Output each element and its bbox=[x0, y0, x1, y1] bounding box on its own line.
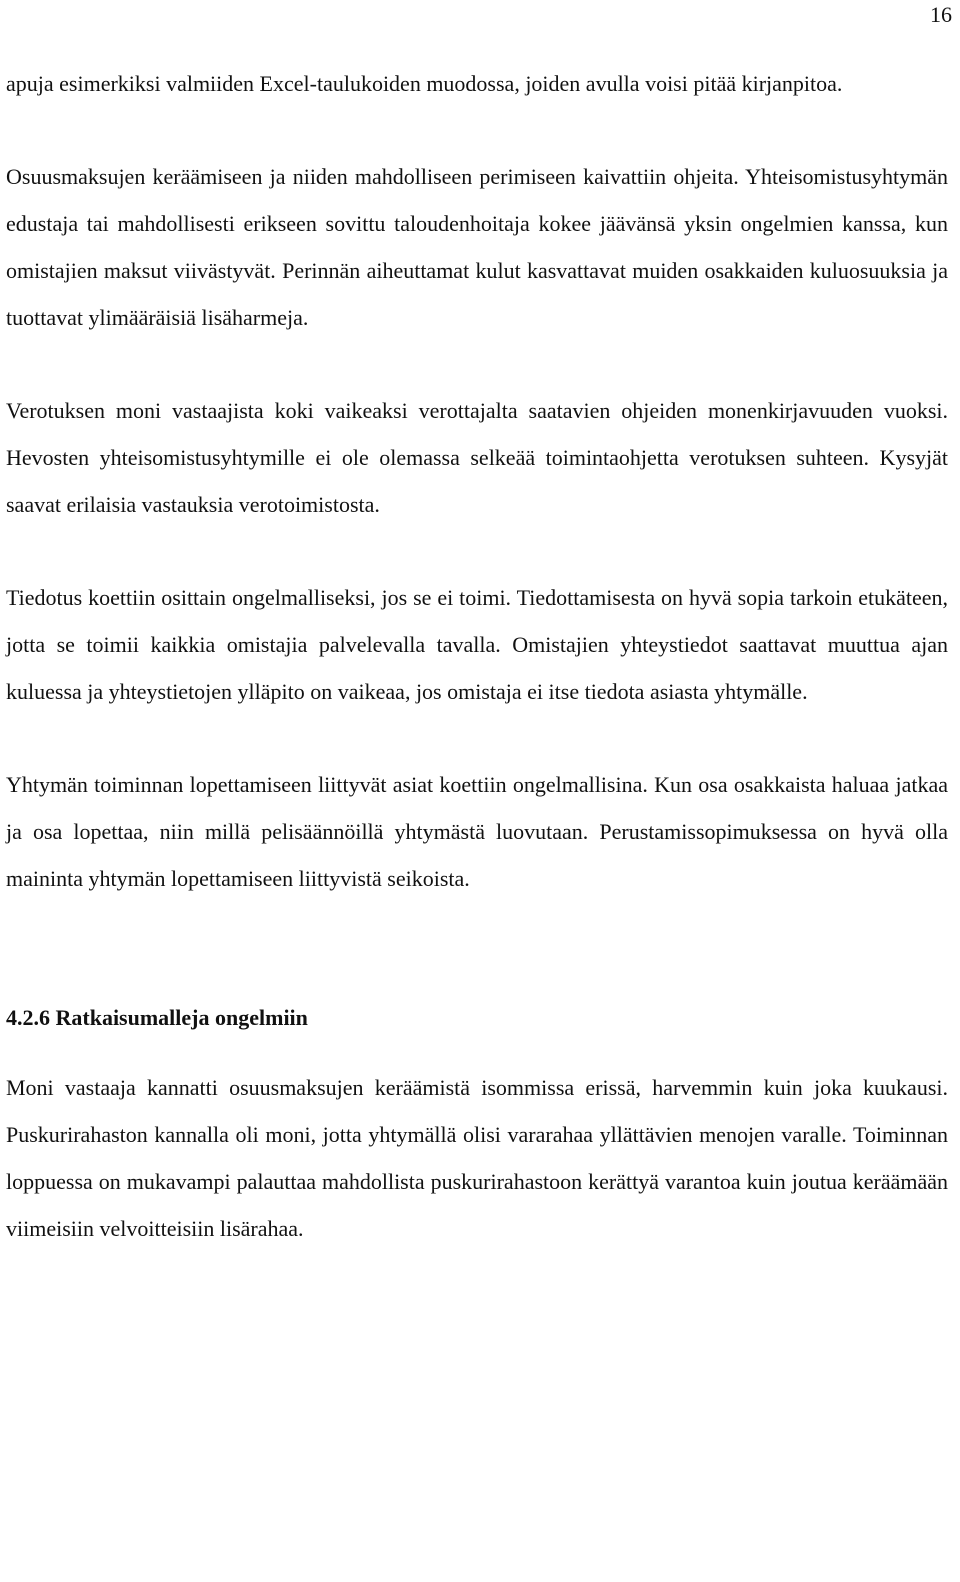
document-body bbox=[6, 60, 948, 1252]
paragraph-1: apuja esimerkiksi valmiiden Excel-taulukoiden muodossa, joiden avulla voisi pitää kirjanpitoa. bbox=[6, 71, 843, 96]
paragraph-5: Yhtymän toiminnan lopettamiseen liittyvät asiat koettiin ongelmallisina. Kun osa osakkaista haluaa jatkaa ja osa lopettaa, niin millä pelisäännöillä yhtymästä luovutaan. Perustamissopimuksessa on hyvä olla maininta yhtymän lopettamiseen liittyvistä seikoista. bbox=[6, 772, 948, 891]
paragraph-3: Verotuksen moni vastaajista koki vaikeaksi verottajalta saatavien ohjeiden monenkirjavuuden vuoksi. Hevosten yhteisomistusyhtymille ei ole olemassa selkeää toimintaohjetta verotuksen suhteen. Kysyjät saavat erilaisia vastauksia verotoimistosta. bbox=[6, 398, 948, 517]
paragraph-6: Moni vastaaja kannatti osuusmaksujen keräämistä isommissa erissä, harvemmin kuin joka kuukausi. Puskurirahaston kannalla oli moni, jotta yhtymällä olisi vararahaa yllättävien menojen varalle. Toiminnan loppuessa on mukavampi palauttaa mahdollista puskurirahastoon kerättyä varantoa kuin joutua keräämään viimeisiin velvoitteisiin lisärahaa. bbox=[6, 1075, 948, 1241]
section-heading: 4.2.6 Ratkaisumalleja ongelmiin bbox=[6, 1005, 308, 1030]
paragraph-2: Osuusmaksujen keräämiseen ja niiden mahdolliseen perimiseen kaivattiin ohjeita. Yhteisomistusyhtymän edustaja tai mahdollisesti erikseen sovittu taloudenhoitaja kokee jäävänsä yksin ongelmien kanssa, kun omistajien maksut viivästyvät. Perinnän aiheuttamat kulut kasvattavat muiden osakkaiden kuluosuuksia ja tuottavat ylimääräisiä lisäharmeja. bbox=[6, 164, 948, 330]
paragraph-4: Tiedotus koettiin osittain ongelmalliseksi, jos se ei toimi. Tiedottamisesta on hyvä sopia tarkoin etukäteen, jotta se toimii kaikkia omistajia palvelevalla tavalla. Omistajien yhteystiedot saattavat muuttua ajan kuluessa ja yhteystietojen ylläpito on vaikeaa, jos omistaja ei itse tiedota asiasta yhtymälle. bbox=[6, 585, 948, 704]
page-number: 16 bbox=[930, 2, 952, 27]
